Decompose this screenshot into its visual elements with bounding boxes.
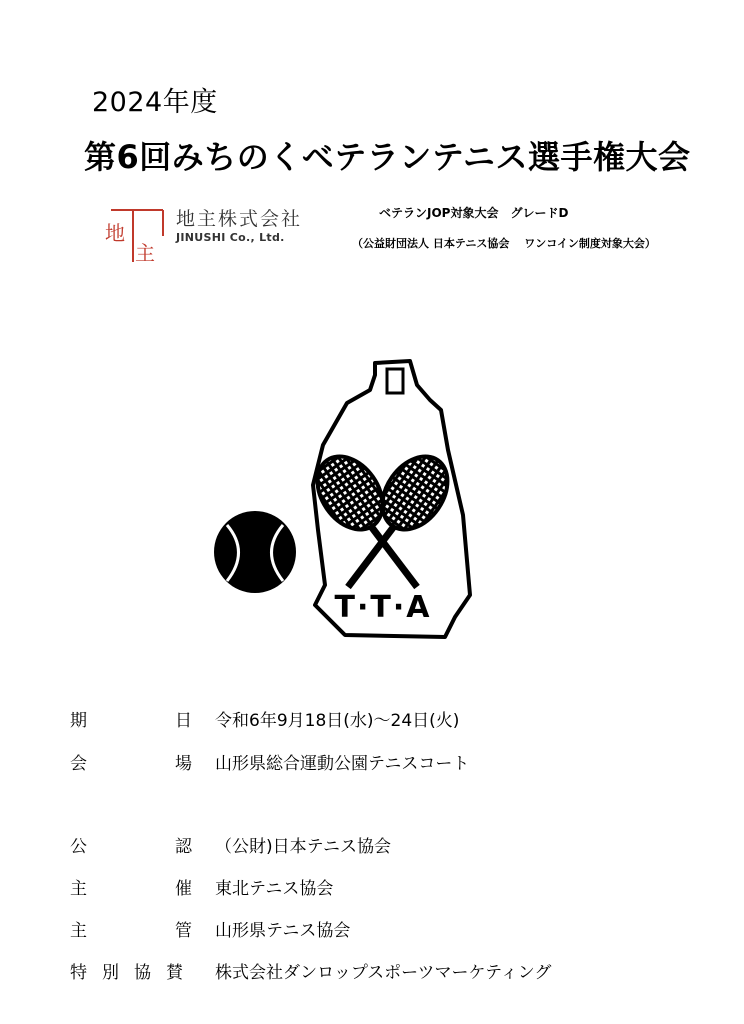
detail-label-a: 会 [70, 754, 87, 774]
detail-value-manager: 山形県テニス協会 [215, 921, 351, 941]
logo-char-1: 地 [105, 221, 125, 245]
detail-label-a: 主 [70, 921, 87, 941]
special-sponsor-label: 特別協賛 [70, 963, 198, 983]
detail-row-sanction [70, 832, 670, 857]
tennis-ball-icon [214, 511, 296, 593]
detail-label-b: 日 [175, 711, 192, 731]
tta-text: T·T·A [334, 590, 432, 625]
special-sponsor-value: 株式会社ダンロップスポーツマーケティング [215, 963, 552, 983]
detail-value-organizer: 東北テニス協会 [215, 879, 334, 899]
detail-value-venue: 山形県総合運動公園テニスコート [215, 754, 470, 774]
detail-row-organizer [70, 874, 670, 899]
detail-row-venue [70, 749, 670, 774]
jta-one-coin-text: （公益財団法人 日本テニス協会 ワンコイン制度対象大会） [352, 237, 656, 250]
tta-emblem-icon [205, 355, 495, 645]
detail-label-a: 期 [70, 711, 87, 731]
detail-value-sanction: （公財)日本テニス協会 [215, 837, 391, 857]
detail-row-special-sponsor [70, 958, 710, 983]
detail-label-b: 催 [175, 879, 192, 899]
tournament-year: 2024年度 [92, 87, 218, 118]
detail-label-a: 主 [70, 879, 87, 899]
sponsor-name-en: JINUSHI Co., Ltd. [176, 231, 285, 244]
sponsor-name-jp: 地主株式会社 [176, 208, 303, 230]
jop-grade-text: ベテランJOP対象大会 グレードD [379, 206, 569, 220]
detail-label-a: 公 [70, 837, 87, 857]
detail-label-b: 認 [175, 837, 192, 857]
detail-label-b: 管 [175, 921, 192, 941]
jinushi-logo-icon [103, 206, 165, 264]
detail-label-b: 場 [175, 754, 192, 774]
tournament-title: 第6回みちのくベテランテニス選手権大会 [84, 138, 691, 176]
detail-row-manager [70, 916, 670, 941]
logo-char-2: 主 [135, 241, 155, 264]
detail-row-date [70, 706, 670, 731]
detail-value-date: 令和6年9月18日(水)～24日(火) [215, 711, 460, 731]
